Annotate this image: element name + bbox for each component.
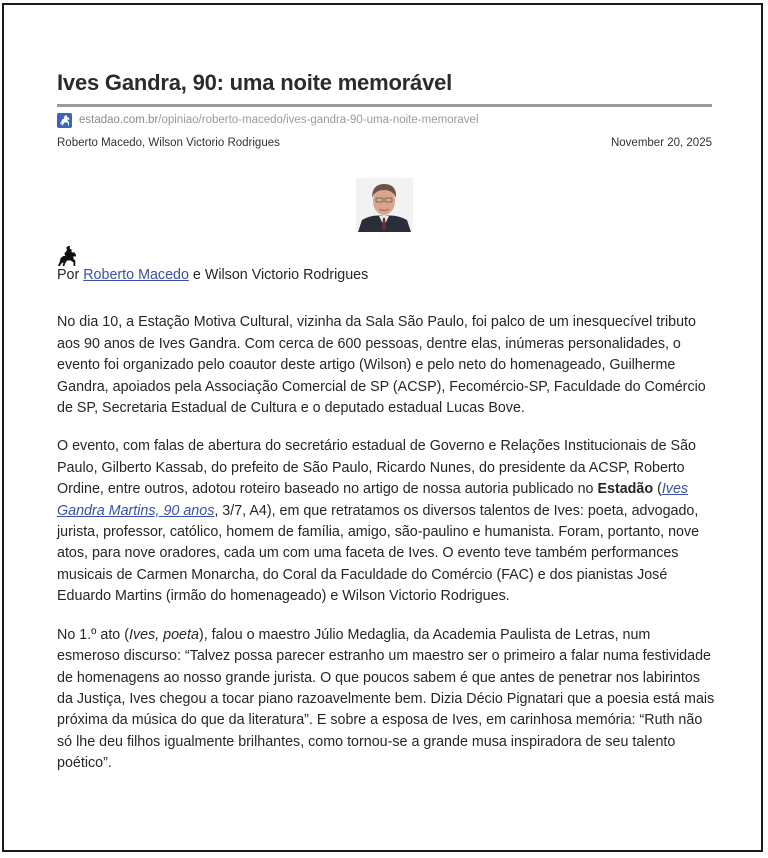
estadao-bold: Estadão: [597, 481, 654, 498]
byline: [57, 265, 717, 286]
title-divider: [57, 104, 712, 107]
article-body: [57, 265, 717, 792]
estadao-horse-icon: [57, 113, 72, 128]
source-path: /opiniao/roberto-macedo/ives-gandra-90-uma-noite-memoravel: [158, 114, 479, 126]
paragraph-3: [57, 625, 717, 775]
source-url[interactable]: [57, 111, 479, 129]
paragraph-2-text-a: O evento, com falas de abertura do secretário estadual de Governo e Relações Institucionais de São Paulo, Gilberto Kassab, do prefeito de São Paulo, Ricardo Nunes, do presidente da ACSP, Roberto Ordine, entre outros, adotou roteiro baseado no artigo de nossa autoria publicado no: [57, 438, 696, 498]
paragraph-2-text-c: , 3/7, A4), em que retratamos os diversos talentos de Ives: poeta, advogado, jurista, professor, católico, homem de família, amigo, são-paulino e humanista. Foram, portanto, nove atos, para nove oradores, cada um com uma faceta de Ives. O evento teve também performances musicais de Carmen Monarcha, do Coral da Faculdade do Comércio (FAC) e dos pianistas José Eduardo Martins (irmão do homenageado) e Wilson Victorio Rodrigues.: [57, 502, 700, 605]
author-photo: [356, 178, 413, 232]
article-date: November 20, 2025: [610, 137, 712, 149]
act-title-italic: Ives, poeta: [128, 626, 199, 643]
paragraph-2: [57, 436, 717, 607]
author-link-roberto-macedo[interactable]: Roberto Macedo: [83, 267, 189, 283]
byline-prefix: Por: [57, 267, 84, 283]
paragraph-3-text-a: No 1.º ato (: [57, 626, 129, 643]
paragraph-1: No dia 10, a Estação Motiva Cultural, vizinha da Sala São Paulo, foi palco de um inesquecível tributo aos 90 anos de Ives Gandra. Com cerca de 600 pessoas, dentre elas, inúmeras personalidades, o evento foi organizado pelo coautor deste artigo (Wilson) e pelo neto do homenageado, Guilherme Gandra, apoiados pela Associação Comercial de SP (ACSP), Fecomércio-SP, Faculdade do Comércio de SP, Secretaria Estadual de Cultura e o deputado estadual Lucas Bove.: [57, 314, 706, 417]
article-authors: Roberto Macedo, Wilson Victorio Rodrigues: [57, 137, 280, 149]
estadao-logo-icon: [57, 246, 79, 266]
paragraph-2-text-b: (: [653, 481, 662, 498]
byline-suffix: e Wilson Victorio Rodrigues: [188, 267, 369, 283]
paragraph-3-text-b: ), falou o maestro Júlio Medaglia, da Academia Paulista de Letras, num esmeroso discurso: “Talvez possa parecer estranho um maestro ser o primeiro a falar numa festividade de homenagens ao nosso grande jurista. O que poucos sabem é que antes de penetrar nos labirintos da Justiça, Ives chegou a tocar piano razoavelmente bem. Dizia Décio Pignatari que a poesia está mais próxima da música do que da literatura”. E sobre a esposa de Ives, em carinhosa memória: “Ruth não só lhe deu filhos igualmente brilhantes, como tornou-se a grande musa inspiradora de seu talento poético”.: [57, 626, 715, 772]
article-meta: [57, 137, 712, 149]
article-title: Ives Gandra, 90: uma noite memorável: [57, 70, 453, 95]
source-domain: estadao.com.br: [79, 114, 159, 126]
related-article-link-text: Ives Gandra Martins, 90 anos: [57, 481, 689, 519]
